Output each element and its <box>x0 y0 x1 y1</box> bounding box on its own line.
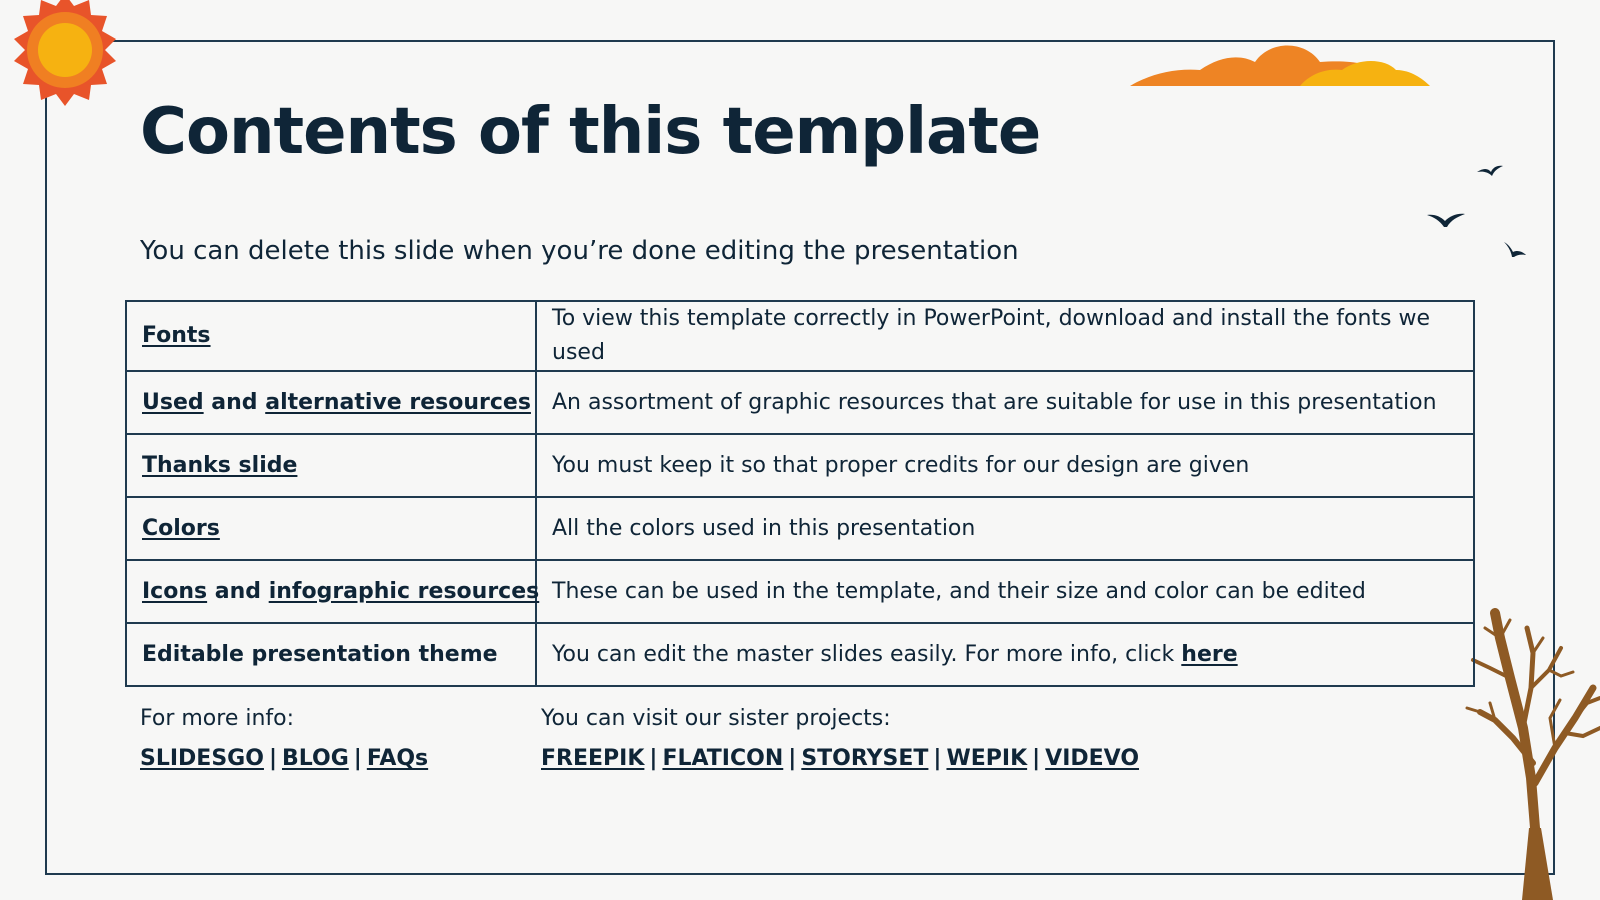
resource-description-cell: All the colors used in this presentation <box>536 497 1474 560</box>
resource-description-cell: To view this template correctly in PowerPoint, download and install the fonts we used <box>536 301 1474 371</box>
slidesgo-link[interactable]: SLIDESGO <box>140 746 264 771</box>
videvo-link[interactable]: VIDEVO <box>1045 746 1140 771</box>
page-subtitle: You can delete this slide when you’re done editing the presentation <box>140 236 1019 266</box>
flaticon-link[interactable]: FLATICON <box>662 746 784 771</box>
resource-name-cell <box>126 497 536 560</box>
thanks-slide-link[interactable]: Thanks slide <box>142 452 298 478</box>
wepik-link[interactable]: WEPIK <box>946 746 1028 771</box>
resource-description-cell: You must keep it so that proper credits for our design are given <box>536 434 1474 497</box>
resource-name-cell <box>126 301 536 371</box>
conjunction-text: and <box>207 578 269 604</box>
sister-project-links <box>541 744 1139 774</box>
bird-icon <box>1426 210 1466 228</box>
icons-link[interactable]: Icons <box>142 578 208 604</box>
link-separator: | <box>933 746 942 771</box>
storyset-link[interactable]: STORYSET <box>801 746 929 771</box>
resource-name-cell <box>126 560 540 623</box>
table-row <box>126 623 1474 686</box>
table-row <box>126 301 1474 371</box>
description-text: You can edit the master slides easily. For more info, click <box>552 641 1182 667</box>
link-separator: | <box>788 746 797 771</box>
tree-icon <box>1465 608 1600 900</box>
here-link[interactable]: here <box>1181 641 1238 667</box>
used-resources-link[interactable]: Used <box>142 389 204 415</box>
resource-description-cell: An assortment of graphic resources that are suitable for use in this presentation <box>536 371 1474 434</box>
resource-description-cell: These can be used in the template, and their size and color can be edited <box>536 560 1474 623</box>
freepik-link[interactable]: FREEPIK <box>541 746 645 771</box>
fonts-link[interactable]: Fonts <box>142 323 211 348</box>
table-row <box>126 371 1474 434</box>
infographic-resources-link[interactable]: infographic resources <box>268 578 540 604</box>
more-info-links <box>140 744 428 774</box>
link-separator: | <box>1032 746 1041 771</box>
more-info-label: For more info: <box>140 706 295 731</box>
resource-name-cell: Editable presentation theme <box>126 623 536 686</box>
table-row <box>126 497 1474 560</box>
bird-icon <box>1502 240 1528 260</box>
blog-link[interactable]: BLOG <box>282 746 349 771</box>
sun-icon <box>5 0 125 110</box>
link-separator: | <box>353 746 362 771</box>
table-row <box>126 434 1474 497</box>
conjunction-text: and <box>203 389 266 415</box>
resource-name-cell <box>126 371 536 434</box>
contents-table <box>125 300 1475 687</box>
page-title: Contents of this template <box>140 95 1041 169</box>
resource-description-cell <box>536 623 1474 686</box>
table-row <box>126 560 1474 623</box>
colors-link[interactable]: Colors <box>142 515 220 541</box>
resource-name-cell <box>126 434 536 497</box>
link-separator: | <box>268 746 277 771</box>
alternative-resources-link[interactable]: alternative resources <box>265 389 531 415</box>
link-separator: | <box>649 746 658 771</box>
sister-projects-label: You can visit our sister projects: <box>541 706 891 731</box>
bird-icon <box>1475 162 1505 178</box>
cloud-icon <box>1130 40 1430 90</box>
faqs-link[interactable]: FAQs <box>366 746 429 771</box>
